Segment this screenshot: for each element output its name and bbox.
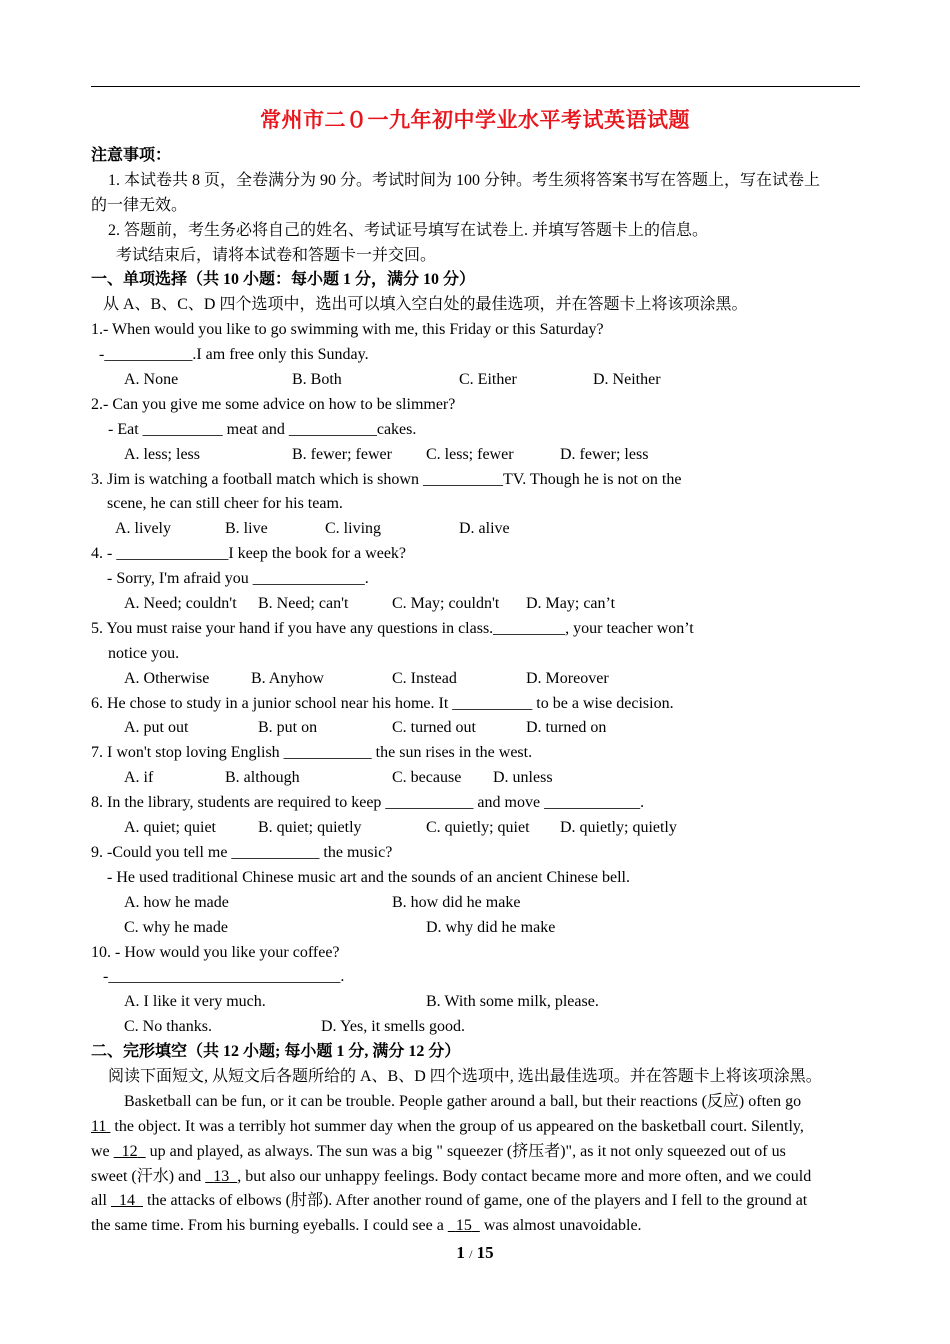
question-stem: notice you.	[108, 644, 180, 662]
passage-text: , but also our unhappy feelings. Body contact became more and more often, and we could	[237, 1167, 812, 1185]
option-b: B. With some milk, please.	[426, 993, 599, 1011]
option-b: B. fewer; fewer	[292, 445, 392, 463]
section2-heading: 二、完形填空（共 12 小题; 每小题 1 分, 满分 12 分）	[91, 1043, 461, 1061]
blank-13: 13	[213, 1167, 230, 1185]
option-b: B. Need; can't	[258, 595, 349, 613]
passage-text: the attacks of elbows (肘部). After another round of game, one of the players and I fell to the ground at	[143, 1192, 808, 1210]
option-a: A. lively	[115, 520, 171, 538]
option-a: A. I like it very much.	[124, 993, 266, 1011]
question-stem: 1.- When would you like to go swimming with me, this Friday or this Saturday?	[91, 321, 604, 339]
option-b: B. live	[225, 520, 268, 538]
question-stem: - Sorry, I'm afraid you ______________.	[107, 570, 369, 588]
option-a: A. how he made	[124, 893, 229, 911]
option-d: D. Moreover	[526, 669, 609, 687]
options-row	[91, 990, 860, 1015]
options-row	[91, 592, 860, 617]
question-stem: 6. He chose to study in a junior school near his home. It __________ to be a wise decision.	[91, 694, 674, 712]
blank-14: 14	[119, 1192, 135, 1210]
passage-text: all	[91, 1192, 111, 1210]
passage-text: up and played, as always. The sun was a big " squeezer (挤压者)", as it not only squeezed out of us	[145, 1142, 786, 1160]
notice-line: 2. 答题前，考生务必将自己的姓名、考试证号填写在试卷上. 并填写答题卡上的信息。	[108, 221, 709, 239]
question-stem: 8. In the library, students are required to keep ___________ and move ____________.	[91, 794, 645, 812]
notice-line: 的一律无效。	[91, 196, 188, 214]
blank-12: 12	[121, 1142, 138, 1160]
passage-line	[91, 1090, 860, 1115]
passage-text: sweet (汗水) and	[91, 1167, 206, 1185]
notice-line: 1. 本试卷共 8 页，全卷满分为 90 分。考试时间为 100 分钟。考生须将答案书写在答题上，写在试卷上	[108, 171, 821, 189]
option-a: A. if	[124, 769, 154, 787]
passage-text: Basketball can be fun, or it can be trouble. People gather around a ball, but their reactions (反应) often go	[124, 1092, 802, 1110]
option-c: C. less; fewer	[426, 445, 514, 463]
current-page: 1	[456, 1243, 465, 1262]
options-row	[91, 916, 860, 941]
question-stem: - He used traditional Chinese music art and the sounds of an ancient Chinese bell.	[107, 868, 630, 886]
option-a: A. quiet; quiet	[124, 819, 216, 837]
options-row	[91, 766, 860, 791]
passage-text: the same time. From his burning eyeballs. I could see a	[91, 1217, 448, 1235]
passage-text: was almost unavoidable.	[479, 1217, 642, 1235]
passage-text: we	[91, 1142, 114, 1160]
question-stem: 7. I won't stop loving English ___________ the sun rises in the west.	[91, 744, 533, 762]
page-title: 常州市二０一九年初中学业水平考试英语试题	[260, 108, 690, 132]
passage-line	[91, 1115, 860, 1140]
notice-line: 考试结束后，请将本试卷和答题卡一并交回。	[116, 246, 437, 264]
option-a: A. less; less	[124, 445, 200, 463]
option-c: C. turned out	[392, 719, 476, 737]
blank-15: 15	[455, 1217, 472, 1235]
option-d: D. alive	[459, 520, 510, 538]
passage-line	[91, 1165, 860, 1190]
option-d: D. unless	[493, 769, 553, 787]
header-rule	[91, 86, 860, 87]
option-b: B. quiet; quietly	[258, 819, 362, 837]
passage-text: the object. It was a terribly hot summer day when the group of us appeared on the basketball court. Silently,	[110, 1117, 804, 1135]
question-stem: scene, he can still cheer for his team.	[107, 495, 343, 513]
option-a: A. put out	[124, 719, 189, 737]
document-body	[91, 144, 860, 1239]
passage-line	[91, 1140, 860, 1165]
options-row	[91, 716, 860, 741]
option-c: C. May; couldn't	[392, 595, 500, 613]
question-stem: 10. - How would you like your coffee?	[91, 943, 340, 961]
option-c: C. quietly; quiet	[426, 819, 530, 837]
blank-11: 11	[91, 1117, 107, 1135]
option-c: C. living	[325, 520, 382, 538]
option-a: A. Need; couldn't	[124, 595, 237, 613]
option-c: C. because	[392, 769, 462, 787]
option-c: C. No thanks.	[124, 1018, 212, 1036]
section2-instruction: 阅读下面短文, 从短文后各题所给的 A、B、D 四个选项中, 选出最佳选项。并在答题卡上将该项涂黑。	[108, 1067, 822, 1085]
notice-heading: 注意事项：	[91, 147, 172, 164]
passage-line	[91, 1214, 860, 1239]
question-stem: 4. - ______________I keep the book for a week?	[91, 545, 407, 563]
option-c: C. Either	[459, 371, 517, 389]
options-row	[91, 891, 860, 916]
option-d: D. May; can’t	[526, 595, 616, 613]
section1-heading: 一、单项选择（共 10 小题：每小题 1 分，满分 10 分）	[91, 271, 476, 289]
passage-line	[91, 1189, 860, 1214]
option-c: C. Instead	[392, 669, 457, 687]
question-stem: 2.- Can you give me some advice on how to be slimmer?	[91, 395, 456, 413]
option-d: D. Neither	[593, 371, 661, 389]
section1-instruction: 从 A、B、C、D 四个选项中，选出可以填入空白处的最佳选项，并在答题卡上将该项涂黑。	[103, 296, 748, 314]
options-row	[91, 667, 860, 692]
options-row	[91, 816, 860, 841]
page-separator: /	[469, 1247, 473, 1261]
options-row	[91, 1015, 860, 1040]
question-stem: -_____________________________.	[103, 968, 345, 986]
page-number	[0, 1243, 950, 1263]
option-c: C. why he made	[124, 918, 228, 936]
question-stem: - Eat __________ meat and ___________cakes.	[108, 420, 417, 438]
total-pages: 15	[476, 1243, 494, 1262]
options-row	[91, 517, 860, 542]
options-row	[91, 443, 860, 468]
option-a: A. None	[124, 371, 179, 389]
option-b: B. although	[225, 769, 300, 787]
question-stem: -___________.I am free only this Sunday.	[99, 346, 369, 364]
question-stem: 9. -Could you tell me ___________ the music?	[91, 843, 393, 861]
option-b: B. put on	[258, 719, 318, 737]
question-stem: 3. Jim is watching a football match which is shown __________TV. Though he is not on the	[91, 470, 682, 488]
option-d: D. fewer; less	[560, 445, 649, 463]
option-b: B. Anyhow	[251, 669, 324, 687]
option-d: D. quietly; quietly	[560, 819, 677, 837]
option-a: A. Otherwise	[124, 669, 210, 687]
options-row	[91, 368, 860, 393]
question-stem: 5. You must raise your hand if you have any questions in class._________, your teacher won’t	[91, 619, 694, 637]
option-b: B. Both	[292, 371, 342, 389]
option-d: D. why did he make	[426, 918, 556, 936]
option-d: D. turned on	[526, 719, 607, 737]
option-b: B. how did he make	[392, 893, 521, 911]
option-d: D. Yes, it smells good.	[321, 1018, 466, 1036]
